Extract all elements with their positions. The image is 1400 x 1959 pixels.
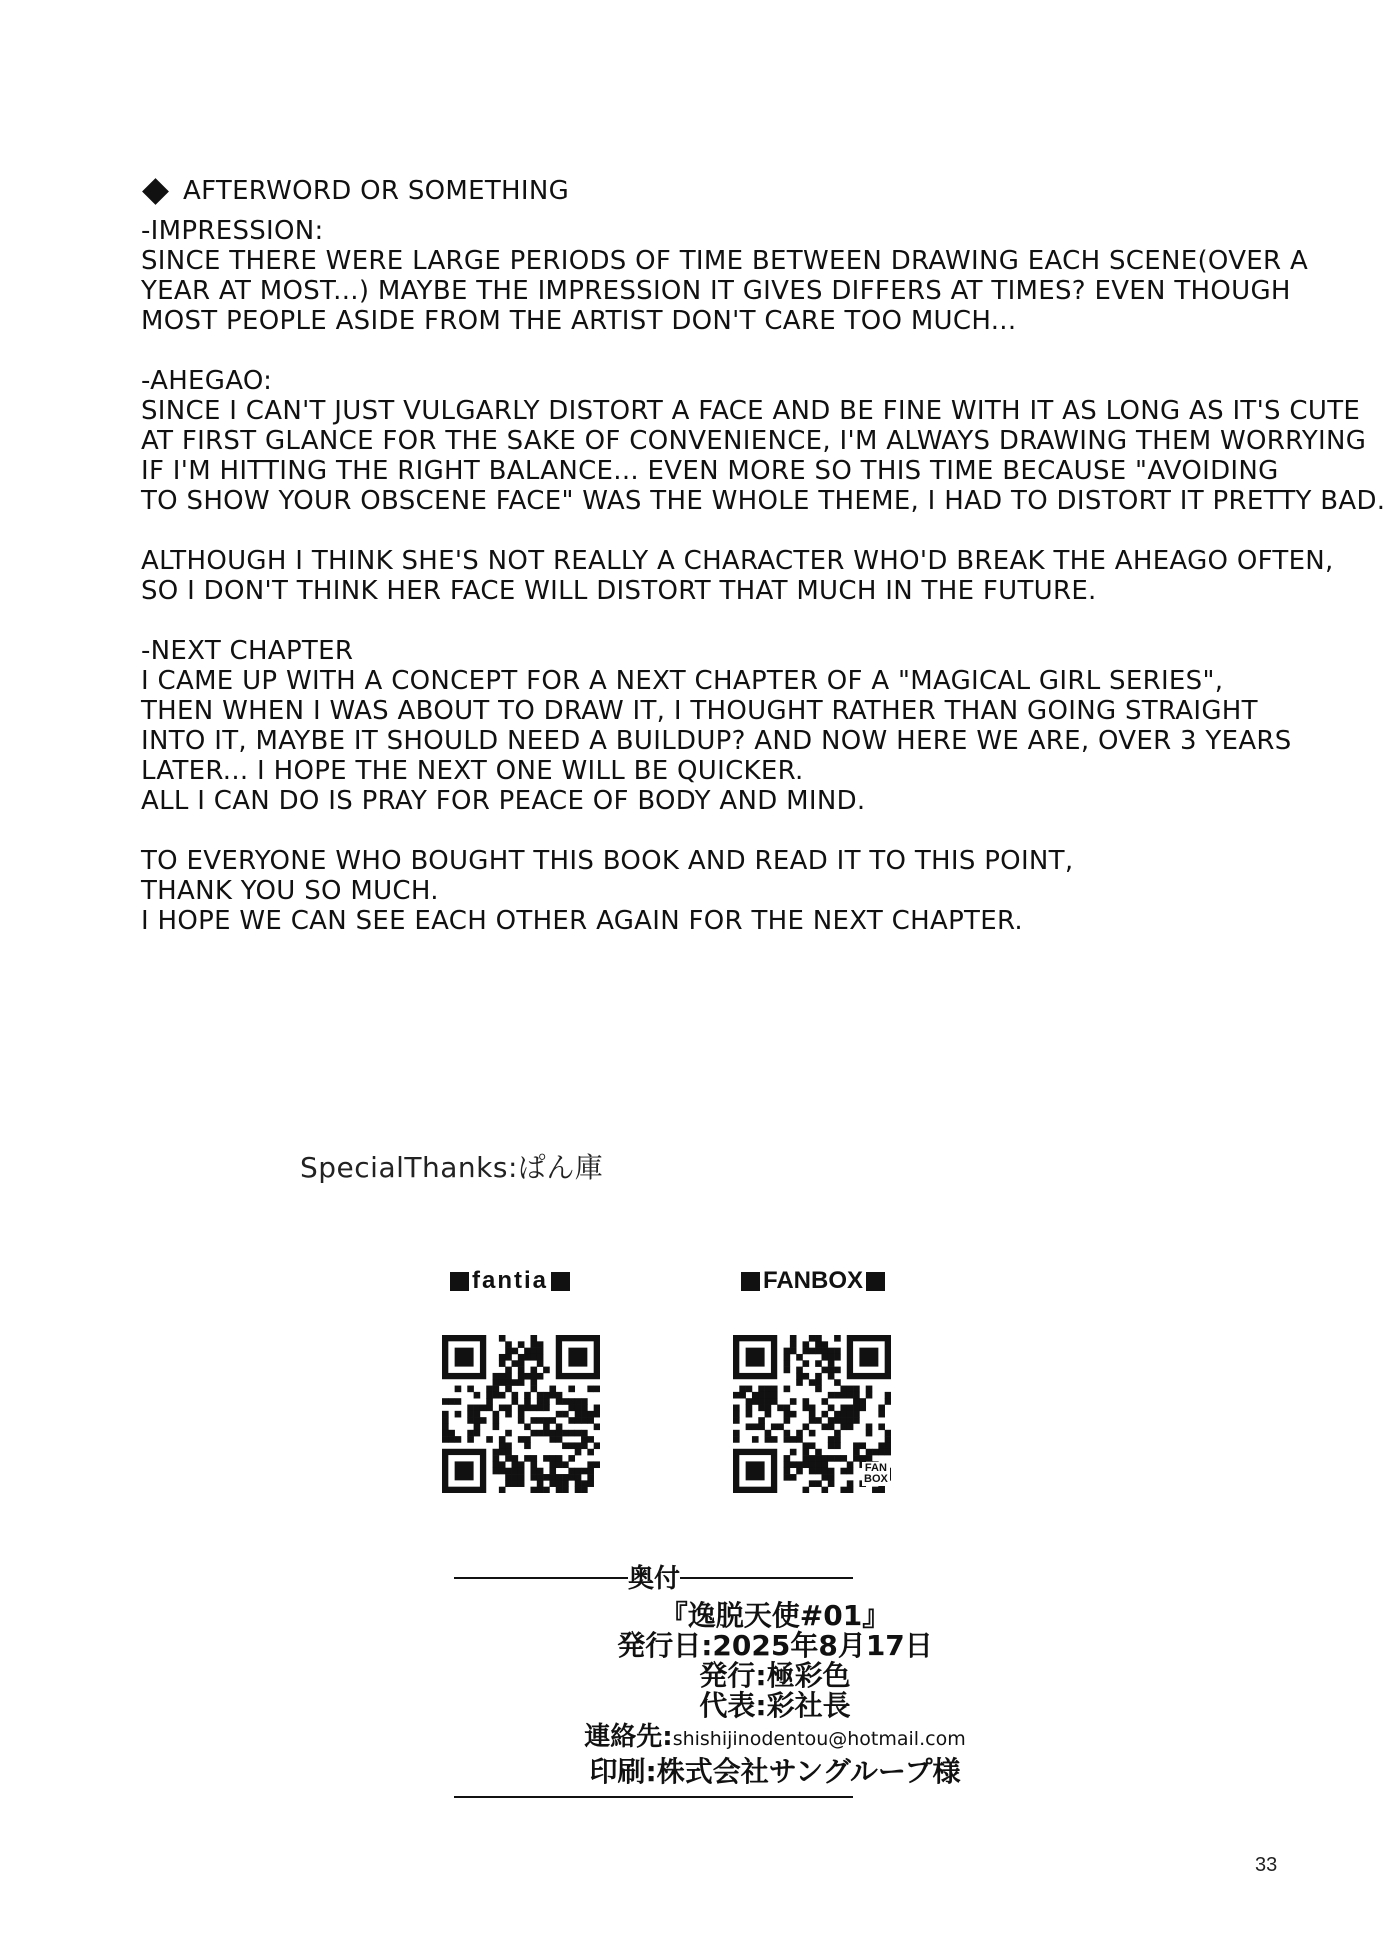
square-bullet-icon: [551, 1272, 570, 1291]
afterword-line: IF I'M HITTING THE RIGHT BALANCE... EVEN MORE SO THIS TIME BECAUSE "AVOIDING: [141, 456, 1279, 486]
fanbox-label: [738, 1267, 888, 1295]
afterword-line: I HOPE WE CAN SEE EACH OTHER AGAIN FOR THE NEXT CHAPTER.: [141, 906, 1023, 936]
afterword-line: ALL I CAN DO IS PRAY FOR PEACE OF BODY AND MIND.: [141, 786, 866, 816]
afterword-section: [141, 846, 1341, 936]
colophon-date: 発行日:2025年8月17日: [617, 1629, 933, 1662]
afterword-line: SO I DON'T THINK HER FACE WILL DISTORT THAT MUCH IN THE FUTURE.: [141, 576, 1097, 606]
colophon-rule-left: [454, 1577, 628, 1579]
afterword-line: -NEXT CHAPTER: [141, 636, 354, 666]
afterword-line: -AHEGAO:: [141, 366, 273, 396]
special-thanks: SpecialThanks:ぱん庫: [300, 1151, 604, 1184]
colophon-rule-bottom: [454, 1796, 853, 1798]
afterword-line: TO SHOW YOUR OBSCENE FACE" WAS THE WHOLE THEME, I HAD TO DISTORT IT PRETTY BAD.: [141, 486, 1386, 516]
afterword-line: I CAME UP WITH A CONCEPT FOR A NEXT CHAPTER OF A "MAGICAL GIRL SERIES",: [141, 666, 1224, 696]
colophon-title: 『逸脱天使#01』: [659, 1599, 891, 1632]
afterword-line: SINCE THERE WERE LARGE PERIODS OF TIME BETWEEN DRAWING EACH SCENE(OVER A: [141, 246, 1309, 276]
afterword-sections: [141, 216, 1386, 936]
fanbox-badge-line1: FAN: [864, 1462, 887, 1474]
afterword-section: [141, 366, 1386, 516]
contact-email[interactable]: shishijinodentou@hotmail.com: [672, 1728, 966, 1750]
afterword-line: MOST PEOPLE ASIDE FROM THE ARTIST DON'T CARE TOO MUCH...: [141, 306, 1017, 336]
colophon-printer: 印刷:株式会社サングループ様: [589, 1755, 961, 1788]
colophon-representative: 代表:彩社長: [699, 1689, 851, 1722]
colophon-publisher: 発行:極彩色: [699, 1659, 851, 1692]
colophon-heading: 奥付: [628, 1564, 681, 1594]
page-number: 33: [1255, 1854, 1278, 1876]
fantia-label-text: fantia: [472, 1267, 549, 1294]
afterword-line: ALTHOUGH I THINK SHE'S NOT REALLY A CHARACTER WHO'D BREAK THE AHEAGO OFTEN,: [141, 546, 1334, 576]
square-bullet-icon: [741, 1272, 760, 1291]
diamond-bullet-icon: [142, 178, 169, 205]
afterword-section: [141, 546, 1341, 606]
afterword-line: THANK YOU SO MUCH.: [141, 876, 439, 906]
colophon-contact: [300, 1716, 1250, 1753]
fantia-label: [447, 1267, 573, 1295]
fanbox-label-text: FANBOX: [763, 1267, 864, 1294]
contact-label: 連絡先:: [584, 1722, 673, 1752]
afterword-line: -IMPRESSION:: [141, 216, 324, 246]
fanbox-badge: [862, 1462, 890, 1486]
square-bullet-icon: [866, 1272, 885, 1291]
afterword-line: SINCE I CAN'T JUST VULGARLY DISTORT A FACE AND BE FINE WITH IT AS LONG AS IT'S CUTE: [141, 396, 1361, 426]
afterword-line: THEN WHEN I WAS ABOUT TO DRAW IT, I THOUGHT RATHER THAN GOING STRAIGHT: [141, 696, 1258, 726]
afterword-line: AT FIRST GLANCE FOR THE SAKE OF CONVENIENCE, I'M ALWAYS DRAWING THEM WORRYING: [141, 426, 1367, 456]
afterword-line: LATER... I HOPE THE NEXT ONE WILL BE QUICKER.: [141, 756, 804, 786]
afterword-block: [141, 176, 1386, 966]
colophon-rule-right: [680, 1577, 853, 1579]
square-bullet-icon: [450, 1272, 469, 1291]
afterword-section: [141, 636, 1341, 816]
afterword-heading-text: AFTERWORD OR SOMETHING: [183, 176, 570, 206]
afterword-line: INTO IT, MAYBE IT SHOULD NEED A BUILDUP? AND NOW HERE WE ARE, OVER 3 YEARS: [141, 726, 1292, 756]
afterword-line: YEAR AT MOST...) MAYBE THE IMPRESSION IT GIVES DIFFERS AT TIMES? EVEN THOUGH: [141, 276, 1291, 306]
fantia-qr-code[interactable]: [442, 1335, 600, 1493]
afterword-line: TO EVERYONE WHO BOUGHT THIS BOOK AND READ IT TO THIS POINT,: [141, 846, 1074, 876]
afterword-section: [141, 216, 1341, 336]
fanbox-badge-line2: BOX: [864, 1473, 888, 1485]
afterword-heading: [141, 176, 1341, 206]
